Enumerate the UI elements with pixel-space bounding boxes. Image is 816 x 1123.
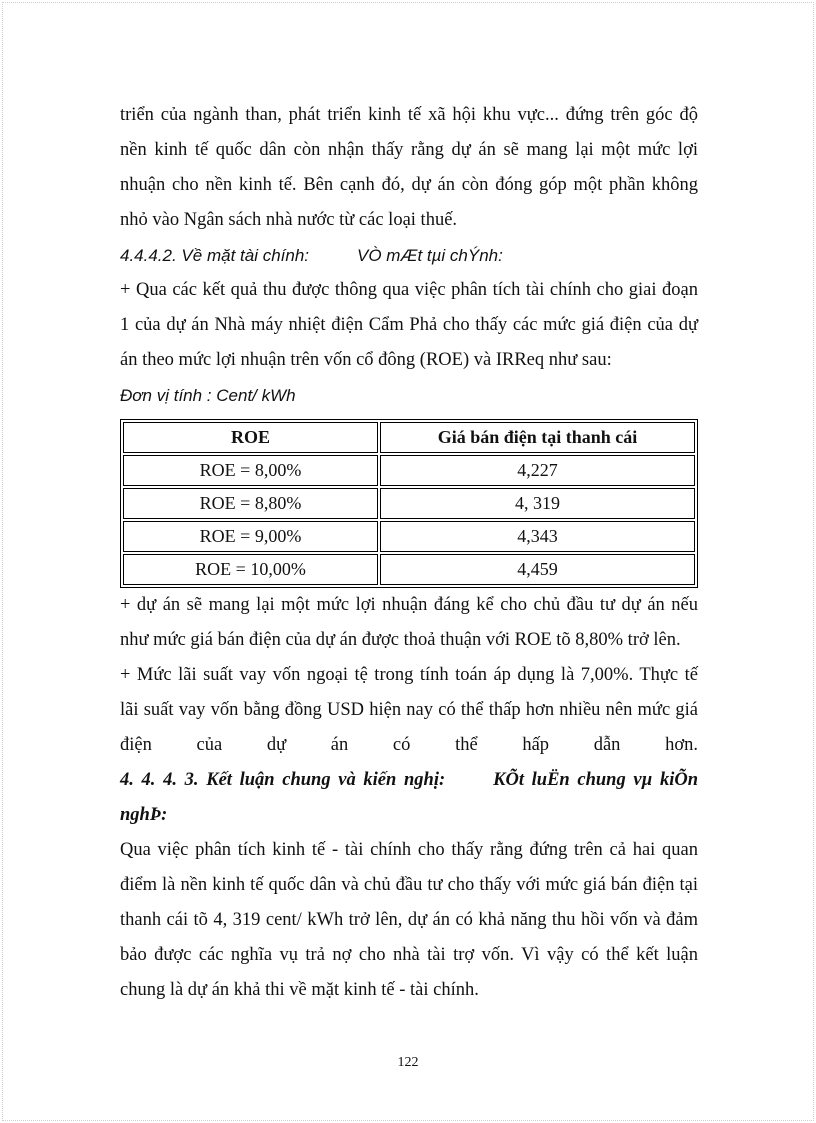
page-number: 122 [397,1055,419,1070]
table-cell-roe: ROE = 9,00% [123,521,378,552]
price-table [120,419,698,588]
text-line: Qua việc phân tích kinh tế - tài chính cho thấy rằng đứng trên cả hai quan [120,840,698,860]
table-row [123,488,695,519]
table-cell-price: 4,343 [380,521,695,552]
heading-label: 4. 4. 4. 3. Kết luận chung và kiến nghị: [120,770,446,790]
table-cell-price: 4,459 [380,554,695,585]
heading-label: 4.4.4.2. Về mặt tài chính: [120,246,310,265]
section-heading-4443 [120,763,698,798]
text-line: như mức giá bán điện của dự án được thoả thuận với ROE tõ 8,80% trở lên. [120,630,681,650]
text-line: lãi suất vay vốn bằng đồng USD hiện nay có thể thấp hơn nhiều nên mức giá [120,700,698,720]
text-line: triển của ngành than, phát triển kinh tế xã hội khu vực... đứng trên góc độ [120,105,698,125]
table-cell-roe: ROE = 10,00% [123,554,378,585]
paragraph-interest-rate [120,658,698,763]
text-line: thanh cái tõ 4, 319 cent/ kWh trở lên, dự án có khả năng thu hồi vốn và đảm [120,910,698,930]
table-header-roe: ROE [123,422,378,453]
text-line: điểm là nền kinh tế quốc dân và chủ đầu tư cho thấy với mức giá bán điện tại [120,875,698,895]
text-line: án theo mức lợi nhuận trên vốn cổ đông (ROE) và IRReq như sau: [120,350,612,370]
paragraph-conclusion [120,833,698,1008]
text-line: + Qua các kết quả thu được thông qua việc phân tích tài chính cho giai đoạn [120,280,698,300]
section-heading-4442 [120,238,698,273]
text-line: nhỏ vào Ngân sách nhà nước từ các loại thuế. [120,210,458,230]
table-header-price: Giá bán điện tại thanh cái [380,422,695,453]
text-line: chung là dự án khả thi về mặt kinh tế - tài chính. [120,980,479,1000]
text-line: bảo được các nghĩa vụ trả nợ cho nhà tài trợ vốn. Vì vậy có thể kết luận [120,945,698,965]
table-cell-price: 4, 319 [380,488,695,519]
text-line: + dự án sẽ mang lại một mức lợi nhuận đáng kể cho chủ đầu tư dự án nếu [120,595,698,615]
table-cell-roe: ROE = 8,80% [123,488,378,519]
heading-garbled: KÕt luËn chung vµ kiÕn [493,770,698,790]
table-row [123,554,695,585]
text-line: 1 của dự án Nhà máy nhiệt điện Cẩm Phả cho thấy các mức giá điện của dự [120,315,698,335]
text-line: + Mức lãi suất vay vốn ngoại tệ trong tính toán áp dụng là 7,00%. Thực tế [120,665,698,685]
document-body [120,98,698,1008]
paragraph-economic-benefits [120,98,698,238]
table-header-row [123,422,695,453]
table-row [123,455,695,486]
table-row [123,521,695,552]
table-cell-roe: ROE = 8,00% [123,455,378,486]
text-line: nền kinh tế quốc dân còn nhận thấy rằng dự án sẽ mang lại một mức lợi [120,140,698,160]
text-line: nhuận cho nền kinh tế. Bên cạnh đó, dự án còn đóng góp một phần không [120,175,698,195]
text-line: điện của dự án có thể hấp dẫn hơn. [120,735,698,755]
paragraph-investor-profit [120,588,698,658]
paragraph-financial [120,273,698,378]
table-cell-price: 4,227 [380,455,695,486]
unit-label: Đơn vị tính : Cent/ kWh [120,386,296,405]
heading-garbled: VÒ mÆt tµi chÝnh: [357,246,503,265]
heading-garbled-continuation: nghÞ: [120,805,168,825]
